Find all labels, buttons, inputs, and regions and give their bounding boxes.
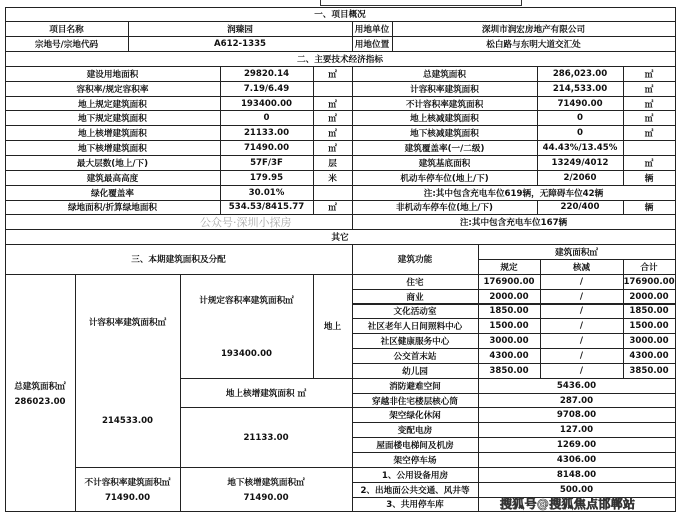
- extra-use-area: 4306.00: [478, 452, 676, 468]
- indicator-label: 地上核减建筑面积: [352, 110, 538, 126]
- indicator-value: 0: [220, 110, 314, 126]
- indicator-value: 21133.00: [220, 125, 314, 141]
- use-planned: 176900.00: [478, 274, 541, 290]
- extra-below-area-value: 71490.00: [243, 493, 289, 504]
- extra-use-name: 2、出地面公共交通、风井等: [352, 482, 479, 498]
- indicator-label: 绿化覆盖率: [5, 185, 221, 201]
- extra-use-area: 1269.00: [478, 437, 676, 453]
- other-title: 其它: [5, 229, 676, 245]
- indicator-value: 71490.00: [220, 140, 314, 156]
- parcel: A612-1335: [128, 36, 353, 52]
- use-planned: 2000.00: [478, 289, 541, 305]
- indicator-value: 534.53/8415.77: [220, 200, 314, 216]
- col-total: 合计: [623, 259, 676, 275]
- extra-use-name: 穿越非住宅楼层核心筒: [352, 393, 479, 409]
- indicator-unit: ㎡: [313, 140, 353, 156]
- bike-parking-note: 注:其中包含充电车位167辆: [352, 214, 676, 230]
- indicator-label: 地上核增建筑面积: [5, 125, 221, 141]
- indicator-unit: [623, 140, 676, 156]
- total-area-value: 286023.00: [14, 396, 66, 407]
- use-planned: 1500.00: [478, 318, 541, 334]
- section1-title: 一、项目概况: [5, 7, 676, 23]
- use-name: 幼儿园: [352, 363, 479, 379]
- indicator-value: 0: [537, 125, 624, 141]
- land-unit: 深圳市润宏房地产有限公司: [392, 21, 676, 37]
- far-area-value: 214533.00: [101, 415, 154, 426]
- indicator-value: 29820.14: [220, 66, 314, 82]
- parking-note: 注:其中包含充电车位619辆，无障碍车位42辆: [352, 185, 676, 201]
- indicator-value: 179.95: [220, 170, 314, 186]
- use-reduced: /: [540, 333, 624, 349]
- extra-use-area: 127.00: [478, 422, 676, 438]
- indicator-unit: [313, 185, 353, 201]
- extra-below-area: [180, 467, 353, 513]
- location: 松白路与东明大道交汇处: [392, 36, 676, 52]
- indicator-label: 建设用地面积: [5, 66, 221, 82]
- col-reduced: 核减: [540, 259, 624, 275]
- use-planned: 3850.00: [478, 363, 541, 379]
- non-far-area: [75, 467, 181, 513]
- extra-use-name: 3、共用停车库: [352, 497, 479, 513]
- indicator-value: 7.19/6.49: [220, 81, 314, 97]
- indicator-label: 建筑基底面积: [352, 155, 538, 171]
- indicator-label: 非机动车停车位(地上/下): [352, 200, 538, 216]
- use-reduced: /: [540, 318, 624, 334]
- indicator-label: 地下规定建筑面积: [5, 110, 221, 126]
- indicator-value: 2/2060: [537, 170, 624, 186]
- section2-title: 二、主要技术经济指标: [5, 51, 676, 67]
- indicator-unit: ㎡: [623, 96, 676, 112]
- indicator-value: 0: [537, 110, 624, 126]
- far-area-label: 计容积率建筑面积㎡: [88, 318, 167, 329]
- indicator-value: 193400.00: [220, 96, 314, 112]
- indicator-unit: 辆: [623, 170, 676, 186]
- indicator-value: 13249/4012: [537, 155, 624, 171]
- use-name: 商业: [352, 289, 479, 305]
- above-ground: 地上: [313, 274, 353, 379]
- extra-use-name: 变配电房: [352, 422, 479, 438]
- total-area-label: 总建筑面积㎡: [14, 381, 66, 392]
- area-header: 建筑面积㎡: [478, 244, 676, 260]
- indicator-unit: ㎡: [313, 200, 353, 216]
- empty-cell: [5, 214, 353, 230]
- extra-use-area: 287.00: [478, 393, 676, 409]
- extra-use-area: 9708.00: [478, 407, 676, 423]
- indicator-value: 214,533.00: [537, 81, 624, 97]
- indicator-unit: ㎡: [623, 81, 676, 97]
- use-name: 社区健康服务中心: [352, 333, 479, 349]
- indicator-value: 57F/3F: [220, 155, 314, 171]
- non-far-area-value: 71490.00: [104, 493, 151, 504]
- indicator-label: 地下核增建筑面积: [5, 140, 221, 156]
- use-total: 2000.00: [623, 289, 676, 305]
- use-name: 文化活动室: [352, 304, 479, 320]
- use-total: 1500.00: [623, 318, 676, 334]
- indicator-value: 286,023.00: [537, 66, 624, 82]
- use-total: 3000.00: [623, 333, 676, 349]
- indicator-value: 71490.00: [537, 96, 624, 112]
- col-planned: 规定: [478, 259, 541, 275]
- indicator-unit: [313, 81, 353, 97]
- indicator-unit: ㎡: [313, 125, 353, 141]
- use-name: 公交首末站: [352, 348, 479, 364]
- indicator-label: 建筑最高高度: [5, 170, 221, 186]
- indicator-label: 总建筑面积: [352, 66, 538, 82]
- use-total: 1850.00: [623, 304, 676, 320]
- indicator-label: 地上规定建筑面积: [5, 96, 221, 112]
- watermark-wechat: 公众号·深圳小探房: [200, 216, 292, 229]
- indicator-label: 容积率/规定容积率: [5, 81, 221, 97]
- indicator-unit: ㎡: [313, 96, 353, 112]
- extra-use-name: 架空绿化休闲: [352, 407, 479, 423]
- label-land-unit: 用地单位: [352, 21, 393, 37]
- use-total: 3850.00: [623, 363, 676, 379]
- extra-use-area: 5436.00: [478, 378, 676, 394]
- indicator-unit: ㎡: [313, 110, 353, 126]
- non-far-area-label: 不计容积率建筑面积㎡: [84, 478, 171, 489]
- extra-use-name: 消防避难空间: [352, 378, 479, 394]
- indicator-value: 30.01%: [220, 185, 314, 201]
- indicator-unit: ㎡: [623, 155, 676, 171]
- indicator-unit: ㎡: [313, 66, 353, 82]
- drawing-fragment: [320, 0, 522, 6]
- total-area: [5, 274, 76, 513]
- indicator-label: 计容积率建筑面积: [352, 81, 538, 97]
- indicator-unit: 层: [313, 155, 353, 171]
- extra-use-name: 屋面楼电梯间及机房: [352, 437, 479, 453]
- far-area: [75, 274, 181, 468]
- extra-use-name: 1、公用设备用房: [352, 467, 479, 483]
- extra-below-area-label: 地下核增建筑面积㎡: [227, 478, 305, 489]
- use-reduced: /: [540, 363, 624, 379]
- use-reduced: /: [540, 274, 624, 290]
- indicator-unit: ㎡: [623, 125, 676, 141]
- use-name: 社区老年人日间照料中心: [352, 318, 479, 334]
- use-planned: 4300.00: [478, 348, 541, 364]
- project-name: 润臻园: [128, 21, 353, 37]
- use-planned: 3000.00: [478, 333, 541, 349]
- extra-use-area: 8148.00: [478, 467, 676, 483]
- planned-far-area-label: 计规定容积率建筑面积㎡: [199, 295, 294, 306]
- planned-far-area-value: 193400.00: [220, 348, 273, 359]
- indicator-label: 建筑覆盖率(一/二级): [352, 140, 538, 156]
- use-reduced: /: [540, 348, 624, 364]
- use-total: 4300.00: [623, 348, 676, 364]
- indicator-unit: ㎡: [623, 110, 676, 126]
- label-parcel: 宗地号/宗地代码: [5, 36, 129, 52]
- planned-far-area: [180, 274, 314, 379]
- indicator-unit: 米: [313, 170, 353, 186]
- use-total: 176900.00: [623, 274, 676, 290]
- extra-above-label: 地上核增建筑面积 ㎡: [180, 378, 353, 409]
- indicator-label: 最大层数(地上/下): [5, 155, 221, 171]
- indicator-value: 220/400: [537, 200, 624, 216]
- use-name: 住宅: [352, 274, 479, 290]
- indicator-unit: ㎡: [623, 66, 676, 82]
- label-location: 用地位置: [352, 36, 393, 52]
- indicator-label: 地下核减建筑面积: [352, 125, 538, 141]
- extra-above-value: 21133.00: [180, 407, 353, 467]
- extra-use-name: 架空停车场: [352, 452, 479, 468]
- indicator-label: 不计容积率建筑面积: [352, 96, 538, 112]
- use-planned: 1850.00: [478, 304, 541, 320]
- watermark-sohu: 搜狐号@搜狐焦点邯郸站: [500, 497, 636, 511]
- indicator-label: 绿地面积/折算绿地面积: [5, 200, 221, 216]
- indicator-unit: 辆: [623, 200, 676, 216]
- extra-use-area: 500.00: [478, 482, 676, 498]
- use-reduced: /: [540, 304, 624, 320]
- label-project-name: 项目名称: [5, 21, 129, 37]
- function-header: 建筑功能: [352, 244, 479, 275]
- use-reduced: /: [540, 289, 624, 305]
- section3-title: 三、本期建筑面积及分配: [5, 244, 353, 275]
- indicator-label: 机动车停车位(地上/下): [352, 170, 538, 186]
- indicator-value: 44.43%/13.45%: [537, 140, 624, 156]
